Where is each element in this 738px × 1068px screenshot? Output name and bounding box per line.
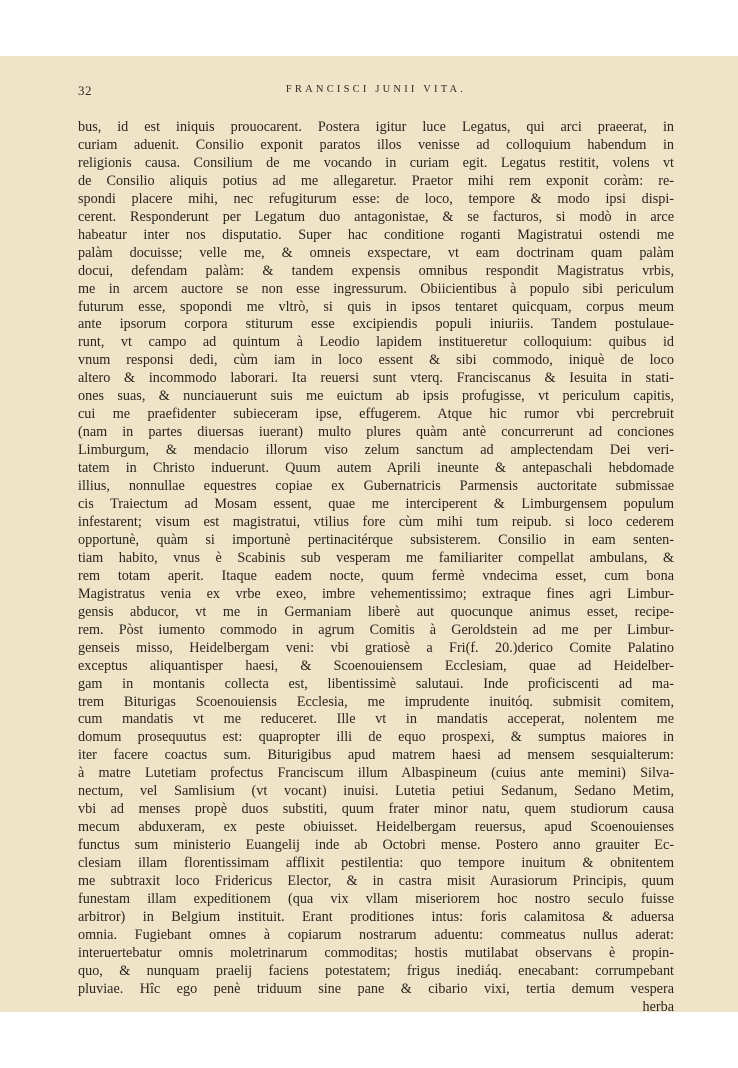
text-line: omnia. Fugiebant omnes à copiarum nostrarum aduentu: commeatus nullus aderat: [78, 926, 674, 943]
text-line: quo, & nunquam praelij faciens potestatem; frigus inediáq. enecabant: corrumpebant [78, 962, 674, 979]
text-line: cerent. Responderunt per Legatum duo antagonistae, & se facturos, si modò in arce [78, 208, 674, 225]
text-line: rem totam aperit. Itaque eadem nocte, quum fermè vndecima esset, cum bona [78, 567, 674, 584]
text-line: ante ipsorum corpora stiturum esse excipiendis populi iniuriis. Tandem postulaue- [78, 316, 674, 333]
text-line: tiam habito, vnus è Scabinis sub vesperam me familiariter compellat ambulans, & [78, 549, 674, 566]
text-line: bus, id est iniquis prouocarent. Postera igitur luce Legatus, qui arci praeerat, in [78, 119, 674, 135]
catchword: herba [642, 998, 674, 1015]
text-line: docui, defendam palàm: & tandem expensis omnibus respondit Magistratus vrbis, [78, 262, 674, 279]
text-line: religionis causa. Consilium de me vocando in curiam egit. Legatus restitit, volens vt [78, 154, 674, 171]
text-line: gensis abducor, vt me in Germaniam liberè aut quocunque animus esset, recipe- [78, 603, 674, 620]
text-line: domum prosequutus est: quapropter illi de equo prospexi, & sumptus maiores in [78, 729, 674, 746]
page-number: 32 [78, 83, 92, 98]
text-line: Magistratus venia ex vrbe exeo, imbre vehementissimo; extraque fines agri Limbur- [78, 585, 674, 602]
text-line: à matre Lutetiam profectus Franciscum illum Albaspineum (cuius ante memini) Silva- [78, 765, 674, 782]
text-line: cis Traiectum ad Mosam essent, quae me interciperent & Limburgensem populum [78, 496, 674, 513]
running-title: FRANCISCI JUNII VITA. [285, 84, 467, 95]
text-line: habeatur inter nos disputatio. Super hac conditione roganti Magistratui ostendi me [78, 226, 674, 243]
text-line: genseis misso, Heidelbergam veni: vbi gratiosè a Fri(f. 20.)derico Comite Palatino [78, 639, 674, 656]
text-line: cui me praefidenter subieceram ipse, effugerem. Atque hic rumor vbi percrebruit [78, 406, 674, 423]
text-line: vbi ad menses propè duos substiti, quum frater minor natu, quem studiorum causa [78, 801, 674, 818]
text-line: palàm docuisse; velle me, & omneis exspectare, vt eam doctrinam quam palàm [78, 244, 674, 261]
text-line: rem. Pòst iumento commodo in agrum Comitis à Geroldstein ad me per Limbur- [78, 621, 674, 638]
text-line: me subtraxit loco Fridericus Elector, & in castra misit Aurasiorum Principis, quum [78, 873, 674, 890]
text-line: ones suas, & nunciauerunt suis me euictum ab ipsis profugisse, vt periculum capitis, [78, 388, 674, 405]
text-line: pluviae. Hîc ego penè triduum sine pane & cibario vixi, tertia demum vespera [78, 980, 674, 997]
text-line: runt, vt campo ad quintum à Leodio lapidem institueretur colloquium: quibus id [78, 334, 674, 351]
text-line: opportunè, quàm si importunè pertinacitérque subsisterem. Consilio in eam senten- [78, 531, 674, 548]
book-page [0, 56, 738, 1015]
text-line: (nam in partes diuersas iuerant) multo plures quàm antè concurrerunt ad conciones [78, 424, 674, 441]
text-line: futurum esse, spopondi me vltrò, si quis in ipsos tentaret quicquam, corpus meum [78, 298, 674, 315]
text-line: illius, nonnullae equestres copiae ex Gubernatricis Parmensis auctoritate submissae [78, 478, 674, 495]
text-line: clesiam illam florentissimam afflixit pestilentia: quo tempore inuitum & obnitentem [78, 855, 674, 872]
text-line: infestarent; visum est magistratui, vtilius fore cùm mihi tum reipub. si loco cederem [78, 513, 674, 530]
text-line: de Consilio aliquis potius ad me allegaretur. Praetor mihi rem exponit coràm: re- [78, 172, 674, 189]
text-line: vnum responsi dedi, cùm iam in loco essent & sibi commodo, iniquè de loco [78, 352, 674, 369]
text-line: gam in montanis collecta est, libentissimè salutaui. Inde proficiscenti ad ma- [78, 675, 674, 692]
body-text [78, 119, 674, 1017]
text-line: altero & incommodo laborari. Ita reuersi sunt vterq. Franciscanus & Iesuita in stati- [78, 370, 674, 387]
text-line: funestam illam expeditionem (qua vix vllam miseriorem hoc nostro seculo fuisse [78, 890, 674, 907]
text-line: functus sum ministerio Euangelij inde ab Octobri mense. Postero anno grauiter Ec- [78, 837, 674, 854]
text-line: curiam aduenit. Consilio exponit paratos illos venisse ad colloquium habendum in [78, 136, 674, 153]
text-line: interuertebatur omnis moletrinarum commoditas; hostis mutilabat observans è propin- [78, 944, 674, 961]
text-line: Limburgum, & mendacio illorum viso zelum sanctum ad amplectendam Dei veri- [78, 442, 674, 459]
page-header [78, 83, 674, 99]
text-line: trem Biturigas Scoenouiensis Ecclesia, me imprudente inuitóq. submisit comitem, [78, 693, 674, 710]
text-line: spondi placere mihi, nec refugiturum esse: de loco, tempore & modo ipsi dispi- [78, 190, 674, 207]
text-line: me in arcem auctore se non esse ingressurum. Obiicientibus à populo sibi periculum [78, 280, 674, 297]
text-line: exceptus aliquantisper haesi, & Scoenouiensem Ecclesiam, quae ad Heidelber- [78, 657, 674, 674]
text-line: iter facere coactus sum. Biturigibus apud matrem haesi ad mensem sesquialterum: [78, 747, 674, 764]
text-line: arbitror) in Belgium instituit. Erant proditiones intus: foris calamitosa & aduersa [78, 908, 674, 925]
text-line: tatem in Christo induerunt. Quum autem Aprili ineunte & antepaschali hebdomade [78, 460, 674, 477]
text-line: nectum, vel Samlisium (vt vocant) inuisi. Lutetia petiui Sedanum, Sedano Metim, [78, 783, 674, 800]
text-line: cum mandatis vt me reduceret. Ille vt in mandatis acceperat, nolentem me [78, 711, 674, 728]
text-line: mecum abduxeram, ex peste obiuisset. Heidelbergam reuersus, apud Scoenouienses [78, 819, 674, 836]
